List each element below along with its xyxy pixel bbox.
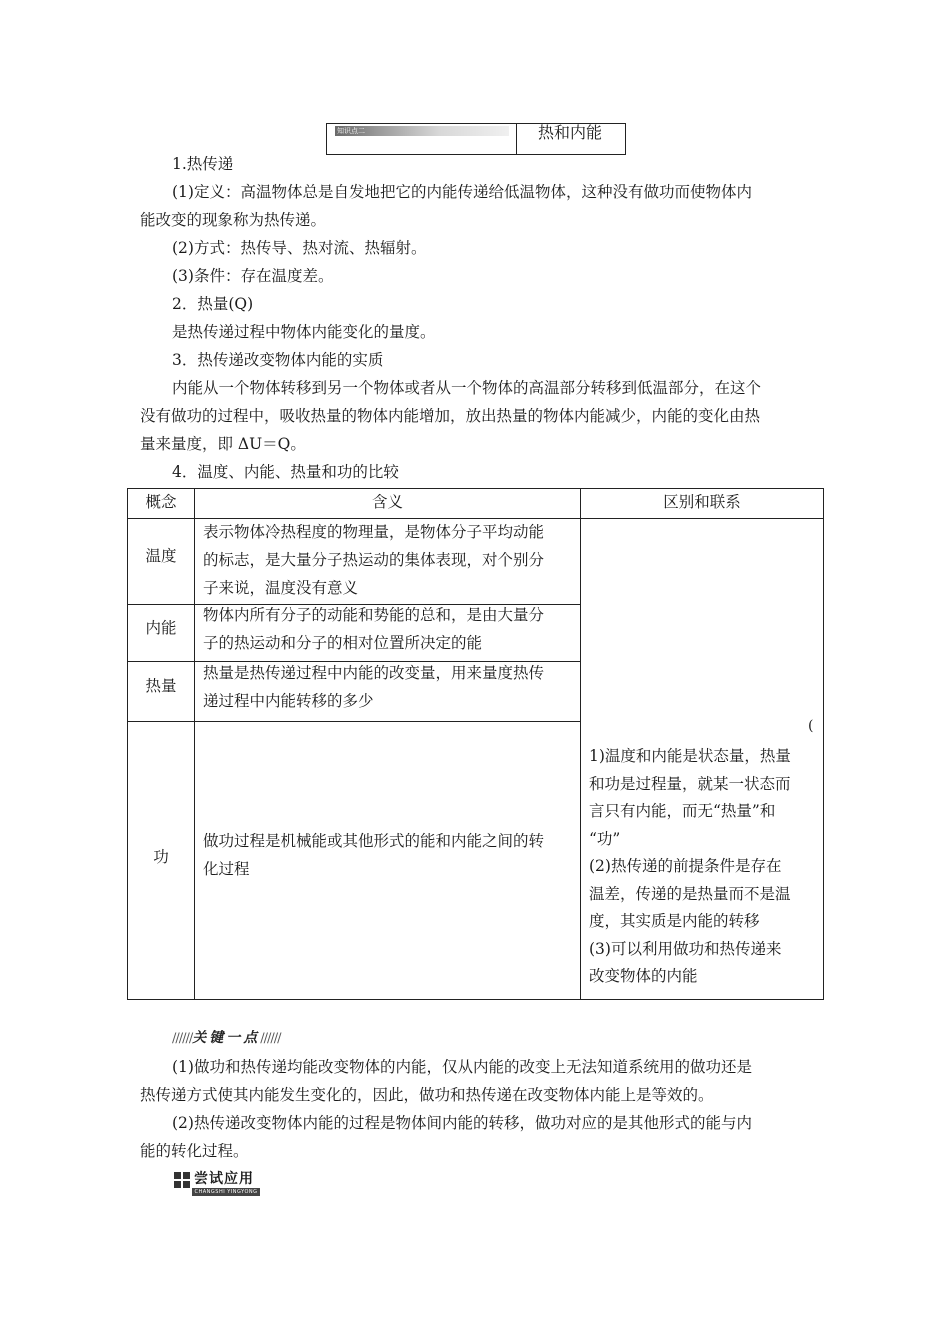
keypoint-deco-right: //////: [260, 1031, 281, 1046]
table-cell-relation: 1)温度和内能是状态量，热量 和功是过程量，就某一状态而 言只有内能，而无“热量”和 “功” (2)热传递的前提条件是存在 温差，传递的是热量而不是温 度，其实质是内能的转移 (3)可以利用做功和热传递来 改变物体的内能: [589, 747, 791, 985]
table-col-rule: [194, 488, 195, 1000]
transfer-methods: (2)方式：热传导、热对流、热辐射。: [172, 239, 427, 257]
essence-line-1: 内能从一个物体转移到另一个物体或者从一个物体的高温部分转移到低温部分，在这个: [172, 379, 762, 397]
heat-quantity-definition: 是热传递过程中物体内能变化的量度。: [172, 323, 436, 341]
heading-comparison: 4．温度、内能、热量和功的比较: [172, 463, 399, 481]
grid-icon: [174, 1172, 190, 1188]
table-header-relation: 区别和联系: [663, 493, 741, 511]
table-cell-meaning: 物体内所有分子的动能和势能的总和，是由大量分 子的热运动和分子的相对位置所决定的能: [203, 606, 545, 652]
essence-line-3: 量来量度，即 ΔU＝Q。: [140, 435, 306, 453]
section-title: 热和内能: [538, 123, 603, 142]
section-tag-label: 知识点二: [337, 127, 365, 135]
keypoint-banner: [172, 1030, 281, 1047]
table-cell-concept: 热量: [145, 677, 177, 695]
table-border-right: [823, 488, 824, 1000]
heading-heat-quantity: 2．热量(Q): [172, 295, 254, 313]
keypoint-deco-left: //////: [172, 1031, 193, 1046]
table-border-bottom: [127, 999, 824, 1000]
essence-line-2: 没有做功的过程中，吸收热量的物体内能增加，放出热量的物体内能减少，内能的变化由热: [140, 407, 761, 425]
header-divider: [516, 123, 517, 155]
section-tag: [335, 126, 509, 136]
relation-open-paren: (: [808, 718, 814, 734]
table-header-meaning: 含义: [371, 493, 403, 511]
table-cell-concept: 功: [153, 848, 169, 866]
table-cell-concept: 温度: [145, 547, 177, 565]
keypoint-p1-line-1: (1)做功和热传递均能改变物体的内能，仅从内能的改变上无法知道系统用的做功还是: [172, 1058, 752, 1076]
transfer-condition: (3)条件：存在温度差。: [172, 267, 334, 285]
try-apply-title: 尝试应用: [194, 1171, 254, 1187]
definition-line-1: (1)定义：高温物体总是自发地把它的内能传递给低温物体，这种没有做功而使物体内: [172, 183, 752, 201]
keypoint-p2-line-1: (2)热传递改变物体内能的过程是物体间内能的转移，做功对应的是其他形式的能与内: [172, 1114, 752, 1132]
try-apply-logo: [172, 1170, 264, 1198]
table-header-concept: 概念: [145, 493, 177, 511]
heading-heat-transfer: 1.热传递: [172, 155, 234, 173]
keypoint-title: 关键一点: [192, 1030, 261, 1046]
table-col-rule: [580, 488, 581, 1000]
table-cell-concept: 内能: [145, 619, 177, 637]
table-cell-meaning: 做功过程是机械能或其他形式的能和内能之间的转 化过程: [203, 832, 545, 878]
keypoint-p2-line-2: 能的转化过程。: [140, 1142, 249, 1160]
try-apply-subtitle: CHANGSHI YINGYONG: [192, 1188, 260, 1196]
table-cell-meaning: 热量是热传递过程中内能的改变量，用来量度热传 递过程中内能转移的多少: [203, 664, 545, 710]
definition-line-2: 能改变的现象称为热传递。: [140, 211, 327, 229]
table-cell-meaning: 表示物体冷热程度的物理量，是物体分子平均动能 的标志，是大量分子热运动的集体表现，对个别分 子来说，温度没有意义: [203, 523, 545, 597]
keypoint-p1-line-2: 热传递方式使其内能发生变化的，因此，做功和热传递在改变物体内能上是等效的。: [140, 1086, 714, 1104]
heading-essence: 3．热传递改变物体内能的实质: [172, 351, 384, 369]
